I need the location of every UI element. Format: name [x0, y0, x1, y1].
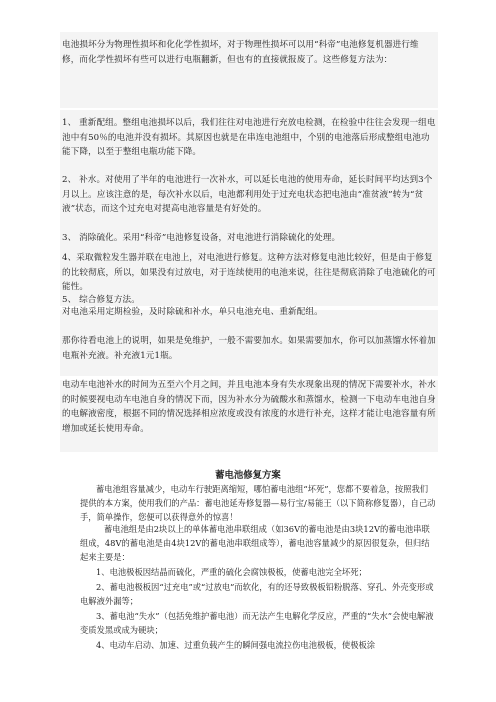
method-item-1: 1、 重新配组。整组电池损坏以后，我们往往对电池进行充放电检测，在检验中往往会发现一组电池中有50％的电池并没有损坏。其原因也就是在串连电池组中，个别的电池落后形成整组电池功能下降，以至于整组电瓶功能下降。 — [62, 118, 436, 158]
cause-item-3: 3、蓄电池“失水”（包括免维护蓄电池）而无法产生电解化学反应，严重的“失水”会使电解液变质发黑或成为硬块； — [80, 611, 434, 636]
method-item-3: 3、 消除硫化。采用“科帝”电池修复设备，对电池进行消除硫化的处理。 — [62, 233, 341, 243]
method-item-5-detail: 对电池采用定期检验，及时除硫和补水，单只电池充电、重新配组。 — [62, 307, 323, 317]
method-item-5: 5、 综合修复方法。 — [62, 295, 140, 305]
method-item-4: 4、采取微粒发生器并联在电池上，对电池进行修复。这种方法对修复电池比较好，但是由于修复的比较彻底，所以，如果没有过放电，对于连续使用的电池来说，往往是彻底消除了电池硫化的可能性。 — [62, 253, 436, 293]
cause-item-1: 1、电池极板因结晶而硫化，严重的硫化会腐蚀极板，使蓄电池完全坏死； — [96, 567, 367, 577]
intro-paragraph: 电池损坏分为物理性损坏和化化学性损坏，对于物理性损坏可以用“科帝”电池修复机器进行维修，而化学性损坏有些可以进行电瓶翻新，但也有的直接就报废了。这些修复方法为： — [62, 40, 419, 65]
method-item-2: 2、 补水。对使用了半年的电池进行一次补水，可以延长电池的使用寿命，延长时间平均达到3个月以上。应该注意的是，每次补水以后，电池都利用处于过充电状态把电池由“准贫液”转为“贫液”状态，而这个过充电对提高电池容量是有好处的。 — [62, 175, 433, 215]
water-paragraph: 那你待看电池上的说明，如果是免维护，一般不需要加水。如果需要加水，你可以加蒸馏水怀着加电瓶补充液。补充液1元1瓶。 — [62, 336, 436, 361]
section-title: 蓄电池修复方案 — [215, 470, 281, 481]
cause-item-2: 2、蓄电池极板因“过充电”或“过放电”而软化，有的还导致极板铅粉脱落、穿孔、外壳变形或电解液外漏等； — [80, 582, 434, 607]
cause-paragraph: 蓄电池组是由2块以上的单体蓄电池串联组成（如36V的蓄电池是由3块12V的蓄电池串联组成，48V的蓄电池是由4块12V的蓄电池串联组成等），蓄电池容量减少的原因很复杂，但归结起来主要是： — [80, 524, 430, 563]
repair-intro-paragraph: 蓄电池组容量减少，电动车行驶距离缩短，哪怕蓄电池组“坏死”，您都不要着急，按照我们提供的本方案，使用我们的产品：蓄电池延寿修复器—易行宝/易能王（以下简称修复器），自己动手，简单操作，您便可以获得意外的惊喜！ — [80, 484, 436, 523]
refill-paragraph: 电动车电池补水的时间为五至六个月之间，并且电池本身有失水现象出现的情况下需要补水，补水的时候要视电动车电池自身的情况下而，因为补水分为硫酸水和蒸馏水，检测一下电动车电池自身的电解液密度，根据不同的情况选择相应浓度或没有浓度的水进行补充，这样才能让电池容量有所增加或延长使用寿命。 — [62, 380, 436, 434]
cause-item-4: 4、电动车启动、加速、过重负载产生的瞬间强电流拉伤电池极板，使极板涂 — [96, 640, 376, 650]
